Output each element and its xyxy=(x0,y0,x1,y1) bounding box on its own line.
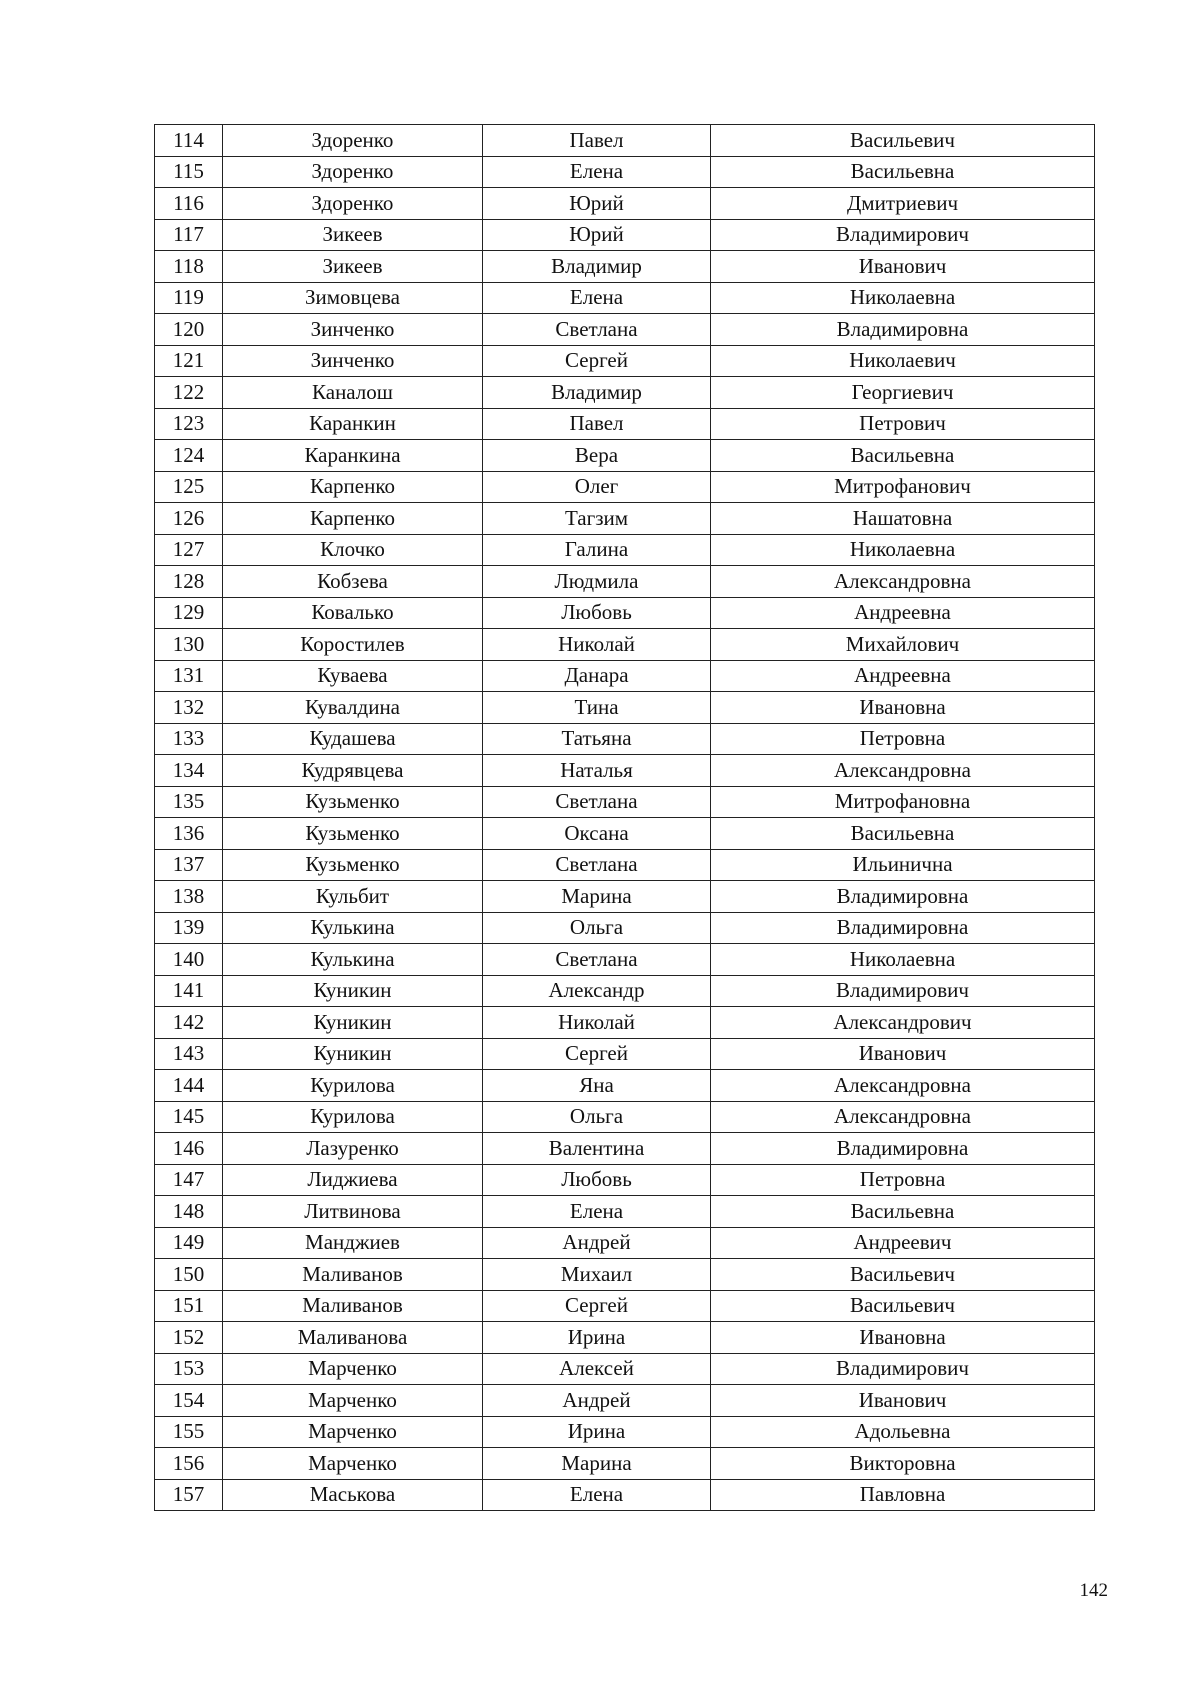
cell-patronymic: Петрович xyxy=(711,408,1095,440)
cell-name: Тина xyxy=(483,692,711,724)
table-row xyxy=(155,1290,1095,1322)
cell-num: 146 xyxy=(155,1133,223,1165)
table-row xyxy=(155,408,1095,440)
cell-num: 154 xyxy=(155,1385,223,1417)
cell-name: Ирина xyxy=(483,1322,711,1354)
cell-surname: Кудрявцева xyxy=(223,755,483,787)
cell-num: 136 xyxy=(155,818,223,850)
cell-surname: Каранкин xyxy=(223,408,483,440)
cell-surname: Куникин xyxy=(223,1038,483,1070)
cell-num: 134 xyxy=(155,755,223,787)
cell-surname: Марченко xyxy=(223,1385,483,1417)
cell-surname: Зимовцева xyxy=(223,282,483,314)
table-row xyxy=(155,282,1095,314)
cell-name: Юрий xyxy=(483,219,711,251)
cell-num: 114 xyxy=(155,125,223,157)
table-row xyxy=(155,377,1095,409)
cell-patronymic: Александровна xyxy=(711,566,1095,598)
cell-surname: Зикеев xyxy=(223,251,483,283)
cell-patronymic: Владимировна xyxy=(711,881,1095,913)
table-row xyxy=(155,1448,1095,1480)
cell-patronymic: Павловна xyxy=(711,1479,1095,1511)
cell-patronymic: Иванович xyxy=(711,1385,1095,1417)
cell-name: Ольга xyxy=(483,1101,711,1133)
cell-surname: Лазуренко xyxy=(223,1133,483,1165)
cell-surname: Куникин xyxy=(223,1007,483,1039)
cell-name: Данара xyxy=(483,660,711,692)
cell-name: Елена xyxy=(483,1479,711,1511)
cell-patronymic: Николаевна xyxy=(711,534,1095,566)
cell-surname: Марченко xyxy=(223,1448,483,1480)
cell-surname: Курилова xyxy=(223,1070,483,1102)
table-row xyxy=(155,1259,1095,1291)
table-row xyxy=(155,156,1095,188)
table-row xyxy=(155,597,1095,629)
cell-patronymic: Адольевна xyxy=(711,1416,1095,1448)
cell-surname: Каранкина xyxy=(223,440,483,472)
cell-name: Юрий xyxy=(483,188,711,220)
cell-name: Владимир xyxy=(483,251,711,283)
cell-surname: Манджиев xyxy=(223,1227,483,1259)
table-row xyxy=(155,471,1095,503)
cell-surname: Здоренко xyxy=(223,188,483,220)
table-row xyxy=(155,912,1095,944)
cell-num: 145 xyxy=(155,1101,223,1133)
table-row xyxy=(155,251,1095,283)
cell-patronymic: Владимирович xyxy=(711,1353,1095,1385)
cell-name: Елена xyxy=(483,156,711,188)
cell-surname: Здоренко xyxy=(223,156,483,188)
table-row xyxy=(155,786,1095,818)
cell-name: Светлана xyxy=(483,849,711,881)
table-row xyxy=(155,1353,1095,1385)
names-table-body xyxy=(155,125,1095,1511)
cell-num: 144 xyxy=(155,1070,223,1102)
cell-surname: Маськова xyxy=(223,1479,483,1511)
cell-num: 119 xyxy=(155,282,223,314)
cell-surname: Маливанов xyxy=(223,1259,483,1291)
cell-num: 115 xyxy=(155,156,223,188)
cell-num: 123 xyxy=(155,408,223,440)
cell-surname: Курилова xyxy=(223,1101,483,1133)
cell-num: 151 xyxy=(155,1290,223,1322)
cell-patronymic: Васильевна xyxy=(711,1196,1095,1228)
table-row xyxy=(155,1385,1095,1417)
cell-name: Тагзим xyxy=(483,503,711,535)
cell-num: 139 xyxy=(155,912,223,944)
cell-patronymic: Ивановна xyxy=(711,1322,1095,1354)
table-row xyxy=(155,1070,1095,1102)
cell-patronymic: Владимировна xyxy=(711,314,1095,346)
table-row xyxy=(155,944,1095,976)
cell-surname: Зинченко xyxy=(223,345,483,377)
table-row xyxy=(155,219,1095,251)
cell-name: Алексей xyxy=(483,1353,711,1385)
cell-patronymic: Петровна xyxy=(711,723,1095,755)
cell-name: Любовь xyxy=(483,1164,711,1196)
cell-patronymic: Ильинична xyxy=(711,849,1095,881)
cell-num: 122 xyxy=(155,377,223,409)
cell-patronymic: Иванович xyxy=(711,251,1095,283)
cell-patronymic: Николаевна xyxy=(711,282,1095,314)
cell-name: Людмила xyxy=(483,566,711,598)
table-row xyxy=(155,125,1095,157)
cell-num: 129 xyxy=(155,597,223,629)
cell-surname: Кулькина xyxy=(223,944,483,976)
cell-name: Павел xyxy=(483,125,711,157)
cell-num: 143 xyxy=(155,1038,223,1070)
cell-name: Светлана xyxy=(483,314,711,346)
cell-surname: Ковалько xyxy=(223,597,483,629)
cell-num: 138 xyxy=(155,881,223,913)
cell-num: 137 xyxy=(155,849,223,881)
cell-name: Михаил xyxy=(483,1259,711,1291)
cell-surname: Лиджиева xyxy=(223,1164,483,1196)
cell-patronymic: Васильевна xyxy=(711,818,1095,850)
table-row xyxy=(155,1007,1095,1039)
cell-name: Сергей xyxy=(483,1038,711,1070)
cell-patronymic: Александровна xyxy=(711,1070,1095,1102)
cell-patronymic: Викторовна xyxy=(711,1448,1095,1480)
cell-name: Оксана xyxy=(483,818,711,850)
table-row xyxy=(155,1322,1095,1354)
cell-num: 127 xyxy=(155,534,223,566)
cell-name: Наталья xyxy=(483,755,711,787)
cell-surname: Коростилев xyxy=(223,629,483,661)
table-row xyxy=(155,723,1095,755)
cell-num: 133 xyxy=(155,723,223,755)
cell-patronymic: Ивановна xyxy=(711,692,1095,724)
cell-surname: Здоренко xyxy=(223,125,483,157)
cell-num: 135 xyxy=(155,786,223,818)
cell-patronymic: Нашатовна xyxy=(711,503,1095,535)
cell-surname: Куникин xyxy=(223,975,483,1007)
cell-name: Николай xyxy=(483,629,711,661)
cell-surname: Кобзева xyxy=(223,566,483,598)
cell-patronymic: Андреевич xyxy=(711,1227,1095,1259)
table-row xyxy=(155,534,1095,566)
cell-patronymic: Васильевна xyxy=(711,440,1095,472)
cell-name: Ирина xyxy=(483,1416,711,1448)
cell-num: 125 xyxy=(155,471,223,503)
cell-num: 126 xyxy=(155,503,223,535)
cell-num: 152 xyxy=(155,1322,223,1354)
cell-patronymic: Александровна xyxy=(711,1101,1095,1133)
cell-num: 156 xyxy=(155,1448,223,1480)
cell-name: Светлана xyxy=(483,786,711,818)
cell-patronymic: Александрович xyxy=(711,1007,1095,1039)
table-row xyxy=(155,314,1095,346)
cell-name: Галина xyxy=(483,534,711,566)
table-row xyxy=(155,1416,1095,1448)
cell-patronymic: Владимировна xyxy=(711,912,1095,944)
cell-patronymic: Васильевич xyxy=(711,1259,1095,1291)
cell-num: 150 xyxy=(155,1259,223,1291)
cell-patronymic: Николаевна xyxy=(711,944,1095,976)
cell-patronymic: Георгиевич xyxy=(711,377,1095,409)
cell-patronymic: Андреевна xyxy=(711,660,1095,692)
cell-patronymic: Иванович xyxy=(711,1038,1095,1070)
table-row xyxy=(155,188,1095,220)
cell-patronymic: Владимировна xyxy=(711,1133,1095,1165)
cell-name: Любовь xyxy=(483,597,711,629)
table-row xyxy=(155,849,1095,881)
cell-name: Елена xyxy=(483,1196,711,1228)
cell-name: Владимир xyxy=(483,377,711,409)
cell-surname: Карпенко xyxy=(223,503,483,535)
cell-name: Олег xyxy=(483,471,711,503)
table-row xyxy=(155,1196,1095,1228)
table-row xyxy=(155,755,1095,787)
cell-name: Елена xyxy=(483,282,711,314)
cell-num: 116 xyxy=(155,188,223,220)
table-row xyxy=(155,660,1095,692)
cell-patronymic: Васильевна xyxy=(711,156,1095,188)
cell-patronymic: Михайлович xyxy=(711,629,1095,661)
cell-num: 147 xyxy=(155,1164,223,1196)
cell-surname: Кузьменко xyxy=(223,849,483,881)
cell-patronymic: Андреевна xyxy=(711,597,1095,629)
cell-surname: Марченко xyxy=(223,1416,483,1448)
cell-num: 124 xyxy=(155,440,223,472)
cell-name: Валентина xyxy=(483,1133,711,1165)
cell-num: 120 xyxy=(155,314,223,346)
cell-num: 157 xyxy=(155,1479,223,1511)
cell-num: 153 xyxy=(155,1353,223,1385)
table-row xyxy=(155,692,1095,724)
table-row xyxy=(155,1164,1095,1196)
cell-num: 118 xyxy=(155,251,223,283)
page-number: 142 xyxy=(1079,1580,1108,1601)
cell-name: Андрей xyxy=(483,1227,711,1259)
cell-surname: Кудашева xyxy=(223,723,483,755)
cell-patronymic: Васильевич xyxy=(711,1290,1095,1322)
cell-patronymic: Александровна xyxy=(711,755,1095,787)
cell-name: Марина xyxy=(483,1448,711,1480)
cell-surname: Маливанова xyxy=(223,1322,483,1354)
cell-num: 128 xyxy=(155,566,223,598)
table-row xyxy=(155,1038,1095,1070)
cell-name: Сергей xyxy=(483,345,711,377)
cell-name: Павел xyxy=(483,408,711,440)
cell-num: 149 xyxy=(155,1227,223,1259)
cell-surname: Каналош xyxy=(223,377,483,409)
cell-name: Яна xyxy=(483,1070,711,1102)
cell-surname: Куваева xyxy=(223,660,483,692)
cell-surname: Кульбит xyxy=(223,881,483,913)
cell-name: Николай xyxy=(483,1007,711,1039)
cell-patronymic: Владимирович xyxy=(711,975,1095,1007)
table-row xyxy=(155,566,1095,598)
cell-name: Татьяна xyxy=(483,723,711,755)
table-row xyxy=(155,503,1095,535)
cell-surname: Зинченко xyxy=(223,314,483,346)
names-table xyxy=(154,124,1095,1511)
cell-surname: Кулькина xyxy=(223,912,483,944)
cell-name: Светлана xyxy=(483,944,711,976)
table-row xyxy=(155,440,1095,472)
cell-patronymic: Митрофанович xyxy=(711,471,1095,503)
cell-name: Марина xyxy=(483,881,711,913)
cell-surname: Зикеев xyxy=(223,219,483,251)
cell-patronymic: Николаевич xyxy=(711,345,1095,377)
table-row xyxy=(155,629,1095,661)
cell-num: 148 xyxy=(155,1196,223,1228)
cell-surname: Карпенко xyxy=(223,471,483,503)
cell-name: Андрей xyxy=(483,1385,711,1417)
cell-name: Сергей xyxy=(483,1290,711,1322)
table-row xyxy=(155,975,1095,1007)
cell-num: 140 xyxy=(155,944,223,976)
table-row xyxy=(155,818,1095,850)
cell-surname: Кузьменко xyxy=(223,818,483,850)
cell-num: 117 xyxy=(155,219,223,251)
cell-name: Ольга xyxy=(483,912,711,944)
cell-patronymic: Петровна xyxy=(711,1164,1095,1196)
cell-num: 142 xyxy=(155,1007,223,1039)
table-row xyxy=(155,881,1095,913)
cell-patronymic: Дмитриевич xyxy=(711,188,1095,220)
cell-surname: Клочко xyxy=(223,534,483,566)
cell-num: 155 xyxy=(155,1416,223,1448)
cell-num: 121 xyxy=(155,345,223,377)
table-row xyxy=(155,1101,1095,1133)
table-row xyxy=(155,1479,1095,1511)
cell-name: Александр xyxy=(483,975,711,1007)
cell-num: 141 xyxy=(155,975,223,1007)
cell-num: 131 xyxy=(155,660,223,692)
table-row xyxy=(155,1133,1095,1165)
cell-num: 130 xyxy=(155,629,223,661)
cell-surname: Марченко xyxy=(223,1353,483,1385)
cell-surname: Кузьменко xyxy=(223,786,483,818)
cell-patronymic: Митрофановна xyxy=(711,786,1095,818)
cell-name: Вера xyxy=(483,440,711,472)
cell-patronymic: Владимирович xyxy=(711,219,1095,251)
table-row xyxy=(155,1227,1095,1259)
cell-surname: Литвинова xyxy=(223,1196,483,1228)
cell-num: 132 xyxy=(155,692,223,724)
table-row xyxy=(155,345,1095,377)
cell-surname: Кувалдина xyxy=(223,692,483,724)
cell-patronymic: Васильевич xyxy=(711,125,1095,157)
cell-surname: Маливанов xyxy=(223,1290,483,1322)
